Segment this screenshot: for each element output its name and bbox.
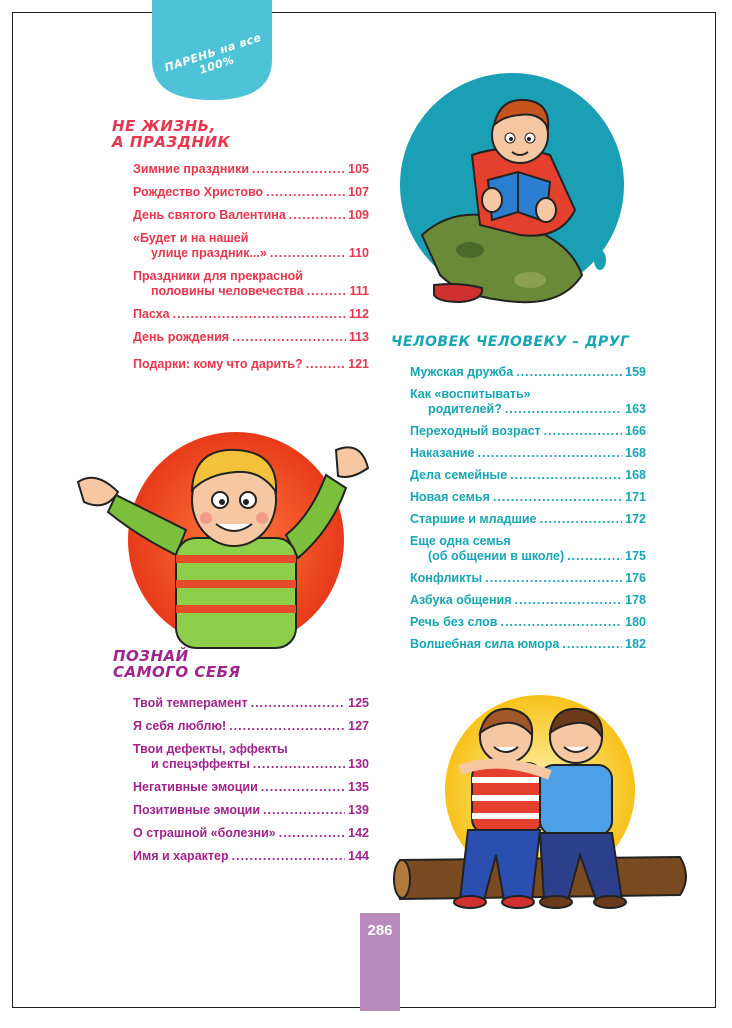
toc-entry-title: Рождество Христово — [133, 185, 264, 199]
toc-entry[interactable] — [133, 826, 369, 841]
toc-entry-title: Позитивные эмоции — [133, 803, 261, 817]
toc-entry-page: 107 — [348, 185, 369, 199]
toc-entry[interactable] — [410, 615, 646, 630]
toc-entry[interactable] — [133, 780, 369, 795]
boy-arms-up-illustration — [76, 420, 376, 650]
toc-entry-title: Конфликты — [410, 571, 483, 585]
toc-friends — [410, 365, 646, 652]
toc-entry[interactable] — [133, 803, 369, 818]
toc-entry-page: 182 — [625, 637, 646, 651]
toc-leader-dots — [289, 208, 345, 223]
toc-entry-page: 130 — [348, 757, 369, 771]
section-title-line: САМОГО СЕБЯ — [113, 663, 241, 681]
toc-entry-page: 166 — [625, 424, 646, 438]
toc-entry-page: 144 — [348, 849, 369, 863]
toc-entry-title: День рождения — [133, 330, 230, 344]
toc-entry-title: Имя и характер — [133, 849, 229, 863]
toc-entry-page: 168 — [625, 468, 646, 482]
toc-entry[interactable] — [410, 365, 646, 380]
toc-entry-title-line1: «Будет и на нашей — [133, 231, 249, 245]
toc-entry[interactable] — [133, 307, 369, 322]
toc-leader-dots — [263, 803, 345, 818]
toc-entry-title-line1: Твои дефекты, эффекты — [133, 742, 288, 756]
toc-entry-title: Наказание — [410, 446, 475, 460]
toc-leader-dots — [505, 402, 622, 417]
toc-leader-dots — [567, 549, 622, 564]
toc-entry[interactable] — [410, 512, 646, 527]
toc-entry-title: Подарки: кому что дарить? — [133, 357, 303, 371]
toc-entry[interactable] — [133, 208, 369, 223]
toc-leader-dots — [173, 307, 346, 322]
toc-entry[interactable] — [133, 719, 369, 734]
toc-entry-title: Новая семья — [410, 490, 490, 504]
toc-entry[interactable] — [133, 231, 369, 261]
toc-self — [133, 696, 369, 864]
toc-entry-page: 135 — [348, 780, 369, 794]
toc-entry-title: и спецэффекты — [151, 757, 250, 771]
section-title-friends: ЧЕЛОВЕК ЧЕЛОВЕКУ – ДРУГ — [391, 334, 630, 350]
toc-leader-dots — [540, 512, 623, 527]
toc-entry-title: Речь без слов — [410, 615, 498, 629]
toc-entry[interactable] — [133, 696, 369, 711]
toc-entry-page: 163 — [625, 402, 646, 416]
toc-entry-title: Пасха — [133, 307, 170, 321]
toc-entry-title: День святого Валентина — [133, 208, 286, 222]
toc-leader-dots — [253, 757, 345, 772]
section-title-line: ПОЗНАЙ — [113, 647, 189, 665]
toc-leader-dots — [306, 357, 346, 372]
toc-entry-page: 110 — [348, 246, 369, 260]
toc-entry-title: Переходный возраст — [410, 424, 541, 438]
toc-leader-dots — [279, 826, 345, 841]
toc-entry-title: Дела семейные — [410, 468, 508, 482]
section-title-line: А ПРАЗДНИК — [112, 133, 231, 151]
toc-entry-title-line1: Еще одна семья — [410, 534, 511, 548]
toc-entry-title: О страшной «болезни» — [133, 826, 276, 840]
toc-entry-page: 142 — [348, 826, 369, 840]
page-number: 286 — [367, 922, 393, 939]
toc-entry-page: 121 — [348, 357, 369, 371]
toc-entry-page: 111 — [349, 284, 369, 298]
toc-entry-page: 172 — [625, 512, 646, 526]
toc-entry[interactable] — [133, 185, 369, 200]
toc-entry[interactable] — [410, 571, 646, 586]
toc-leader-dots — [232, 330, 346, 345]
boy-reading-illustration — [400, 60, 650, 320]
toc-entry-title: родителей? — [428, 402, 502, 416]
toc-entry-title: (об общении в школе) — [428, 549, 565, 563]
toc-entry[interactable] — [410, 637, 646, 652]
toc-leader-dots — [252, 162, 345, 177]
section-title-self — [113, 648, 241, 680]
toc-leader-dots — [493, 490, 622, 505]
toc-leader-dots — [544, 424, 622, 439]
toc-leader-dots — [229, 719, 345, 734]
toc-entry-title-line1: Праздники для прекрасной — [133, 269, 303, 283]
toc-leader-dots — [251, 696, 346, 711]
toc-entry-title: улице праздник...» — [151, 246, 267, 260]
section-title-holidays — [112, 118, 230, 150]
toc-entry-page: 168 — [625, 446, 646, 460]
toc-leader-dots — [515, 593, 623, 608]
toc-entry[interactable] — [410, 593, 646, 608]
toc-entry-page: 113 — [348, 330, 369, 344]
toc-entry-page: 139 — [348, 803, 369, 817]
toc-entry-title: Азбука общения — [410, 593, 512, 607]
toc-entry[interactable] — [410, 424, 646, 439]
toc-leader-dots — [266, 185, 345, 200]
toc-leader-dots — [307, 284, 347, 299]
toc-entry[interactable] — [410, 490, 646, 505]
toc-entry[interactable] — [410, 468, 646, 483]
toc-entry-page: 171 — [625, 490, 646, 504]
toc-entry-page: 175 — [625, 549, 646, 563]
toc-entry-page: 178 — [625, 593, 646, 607]
toc-entry-page: 159 — [625, 365, 646, 379]
toc-holidays — [133, 162, 369, 372]
toc-leader-dots — [510, 468, 622, 483]
toc-entry-title: Волшебная сила юмора — [410, 637, 560, 651]
toc-entry-title-line1: Как «воспитывать» — [410, 387, 531, 401]
toc-entry-title: Я себя люблю! — [133, 719, 227, 733]
toc-entry[interactable] — [410, 387, 646, 417]
toc-entry-title: Старшие и младшие — [410, 512, 537, 526]
toc-entry[interactable] — [133, 330, 369, 345]
toc-entry-page: 180 — [625, 615, 646, 629]
two-friends-illustration — [400, 695, 690, 915]
toc-entry[interactable] — [133, 849, 369, 864]
toc-entry[interactable] — [133, 162, 369, 177]
toc-entry-title: половины человечества — [151, 284, 304, 298]
toc-entry[interactable] — [410, 446, 646, 461]
toc-leader-dots — [562, 637, 622, 652]
section-title-line: НЕ ЖИЗНЬ, — [112, 117, 216, 135]
toc-leader-dots — [232, 849, 346, 864]
toc-entry[interactable] — [133, 742, 369, 772]
toc-entry-title: Твой темперамент — [133, 696, 248, 710]
toc-entry[interactable] — [133, 269, 369, 299]
toc-entry-page: 125 — [348, 696, 369, 710]
header-tab-text: ПАРЕНЬ на все 100% — [162, 30, 263, 77]
toc-leader-dots — [501, 615, 623, 630]
toc-leader-dots — [516, 365, 622, 380]
toc-leader-dots — [270, 246, 346, 261]
toc-leader-dots — [478, 446, 623, 461]
toc-leader-dots — [261, 780, 345, 795]
toc-entry-page: 127 — [348, 719, 369, 733]
toc-entry-page: 105 — [348, 162, 369, 176]
toc-entry[interactable] — [410, 534, 646, 564]
toc-leader-dots — [485, 571, 622, 586]
toc-entry-title: Зимние праздники — [133, 162, 250, 176]
toc-entry-page: 109 — [348, 208, 369, 222]
toc-entry-page: 176 — [625, 571, 646, 585]
toc-entry[interactable] — [133, 357, 369, 372]
toc-entry-title: Негативные эмоции — [133, 780, 258, 794]
toc-entry-title: Мужская дружба — [410, 365, 514, 379]
toc-entry-page: 112 — [348, 307, 369, 321]
